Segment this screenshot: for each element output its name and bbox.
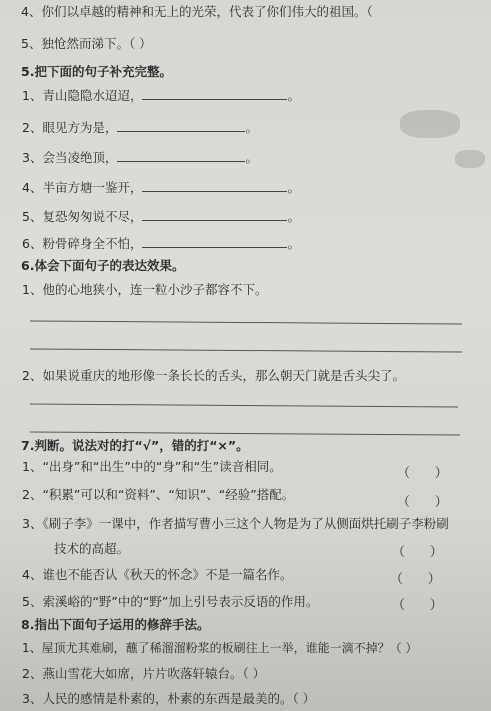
question-line: 5、独怆然而涕下。（ ） <box>21 36 152 51</box>
fill-item-prefix: 6、粉骨碎身全不怕， <box>22 236 143 251</box>
section-heading: 5.把下面的句子补充完整。 <box>21 64 172 79</box>
answer-blank[interactable] <box>142 209 287 221</box>
judge-item: 2、“积累”可以和“资料”、“知识”、“经验”搭配。 <box>22 487 295 502</box>
fill-item <box>22 209 300 225</box>
question-line: 4、你们以卓越的精神和无上的光荣，代表了你们伟大的祖国。（ <box>21 4 373 19</box>
judge-item: 1、“出身”和“出生”中的“身”和“生”读音相同。 <box>22 459 282 474</box>
fill-item-prefix: 5、复恐匆匆说不尽， <box>22 209 143 224</box>
paper-stain <box>400 110 460 138</box>
answer-line[interactable] <box>30 431 460 435</box>
question-line: 2、如果说重庆的地形像一条长长的舌头，那么朝天门就是舌头尖了。 <box>22 368 405 383</box>
fill-item-prefix: 3、会当凌绝顶， <box>22 150 118 165</box>
fill-item-suffix: 。 <box>245 150 258 165</box>
judge-item-continuation: 技术的高超。 <box>54 541 130 556</box>
section-heading: 6.体会下面句子的表达效果。 <box>21 258 185 273</box>
fill-item-suffix: 。 <box>287 209 300 224</box>
answer-parentheses[interactable]: （ ） <box>392 545 443 560</box>
answer-blank[interactable] <box>117 150 245 162</box>
question-line: 1、他的心地狭小，连一粒小沙子都容不下。 <box>22 282 268 297</box>
fill-item <box>22 150 258 166</box>
rhetoric-item: 3、人民的感情是朴素的，朴素的东西是最美的。（ ） <box>22 691 316 706</box>
fill-item-prefix: 1、青山隐隐水迢迢， <box>22 88 143 103</box>
answer-line[interactable] <box>30 348 462 352</box>
judge-item: 3、《刷子李》一课中，作者描写曹小三这个人物是为了从侧面烘托刷子李粉刷 <box>22 516 449 531</box>
answer-parentheses[interactable]: （ ） <box>390 572 441 587</box>
fill-item-prefix: 2、眼见方为是， <box>22 120 118 135</box>
rhetoric-item: 1、屋顶尤其难刷，蘸了稀溜溜粉浆的板刷往上一举，谁能一滴不掉？（ ） <box>22 641 418 655</box>
answer-blank[interactable] <box>142 236 287 248</box>
paper-stain <box>455 150 485 168</box>
fill-item-suffix: 。 <box>287 88 300 103</box>
fill-item-suffix: 。 <box>287 236 300 251</box>
fill-item <box>22 236 300 252</box>
rhetoric-item: 2、燕山雪花大如席，片片吹落轩辕台。（ ） <box>22 666 266 681</box>
answer-blank[interactable] <box>142 180 287 192</box>
answer-blank[interactable] <box>117 120 245 132</box>
section-heading: 7.判断。说法对的打“√”，错的打“×”。 <box>21 438 249 453</box>
fill-item <box>22 88 300 104</box>
section-heading: 8.指出下面句子运用的修辞手法。 <box>21 617 210 632</box>
answer-parentheses[interactable]: （ ） <box>397 466 448 481</box>
fill-item <box>22 180 300 196</box>
judge-item: 4、谁也不能否认《秋天的怀念》不是一篇名作。 <box>22 567 293 582</box>
fill-item <box>22 120 258 136</box>
answer-blank[interactable] <box>142 88 287 100</box>
fill-item-suffix: 。 <box>245 120 258 135</box>
answer-parentheses[interactable]: （ ） <box>392 598 443 613</box>
answer-line[interactable] <box>30 404 458 408</box>
answer-parentheses[interactable]: （ ） <box>397 495 448 510</box>
fill-item-suffix: 。 <box>287 180 300 195</box>
fill-item-prefix: 4、半亩方塘一鉴开， <box>22 180 143 195</box>
answer-line[interactable] <box>30 320 462 324</box>
judge-item: 5、索溪峪的“野”中的“野”加上引号表示反语的作用。 <box>22 594 319 609</box>
